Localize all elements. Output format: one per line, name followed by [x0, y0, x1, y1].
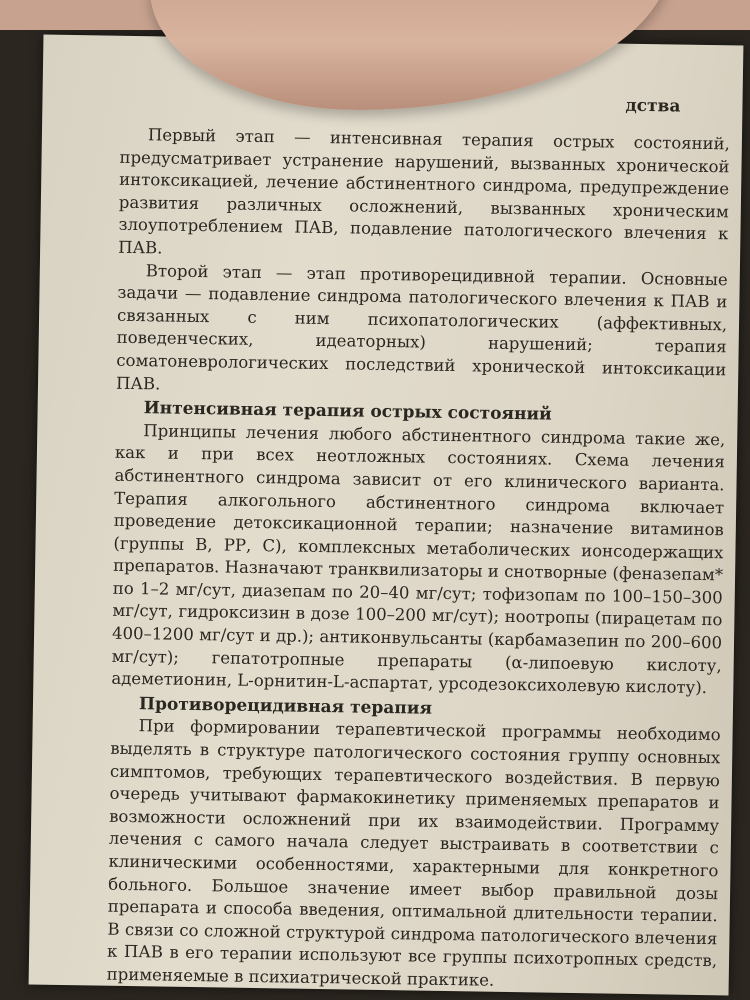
paragraph-anti-relapse-therapy: При формировании терапевтической программы необходимо выделять в структуре патологического состояния группу основных симптомов, требующих терапевтического воздействия. В первую очередь учитывают фармакокинетику применяемых препаратов и возможности осложнений при их взаимодействии. Программу лечения с самого начала следует выстраивать в соответствии с клиническими особенностями, характерными для конкретного больного. Большое значение имеет выбор правильной дозы препарата и способа введения, оптимальной длительности терапии. В связи со сложной структурой синдрома патологического влечения к ПАВ в его терапии используют все группы психотропных средств, применяемые в психиатрической практике. — [106, 716, 721, 990]
paragraph-stage-two: Второй этап — этап противорецидивной терапии. Основные задачи — подавление синдрома патологического влечения к ПАВ и связанных с ним психопатологических (аффективных, поведенческих, идеаторных) нарушений; терапия соматоневрологических последствий хронической интоксикации ПАВ. — [115, 260, 728, 393]
page-text — [107, 124, 730, 996]
running-head: дства — [625, 95, 681, 117]
book-page — [29, 35, 744, 996]
paragraph-stage-one: Первый этап — интенсивная терапия острых состояний, предусматривает устранение нарушений, вызванных хронической интоксикацией, лечение абстинентного синдрома, предупреждение развития различных осложнений, вызванных хроническим злоупотреблением ПАВ, подавление патологического влечения к ПАВ. — [118, 125, 731, 258]
heading-intensive-therapy: Интенсивная терапия острых состояний — [143, 398, 552, 425]
heading-anti-relapse-therapy: Противорецидивная терапия — [138, 693, 433, 719]
paragraph-intensive-therapy: Принципы лечения любого абстинентного синдрома такие же, как и при всех неотложных состояниях. Схема лечения абстинентного синдрома зависит от его клинического варианта. Терапия алкогольного абстинентного синдрома включает проведение детоксикационной терапии; назначение витаминов (группы В, РР, С), комплексных метаболических ионсодержащих препаратов. Назначают транквилизаторы и снотворные (феназепам* по 1–2 мг/сут, диазепам по 20–40 мг/сут; тофизопам по 100–150–300 мг/сут, гидроксизин в дозе 100–200 мг/сут); ноотропы (пирацетам по 400–1200 мг/сут и др.); антиконвульсанты (карбамазепин по 200–600 мг/сут); гепатотропные препараты (α-липоевую кислоту, адеметионин, L-орнитин-L-аспартат, урсодезоксихолевую кислоту). — [111, 420, 726, 698]
